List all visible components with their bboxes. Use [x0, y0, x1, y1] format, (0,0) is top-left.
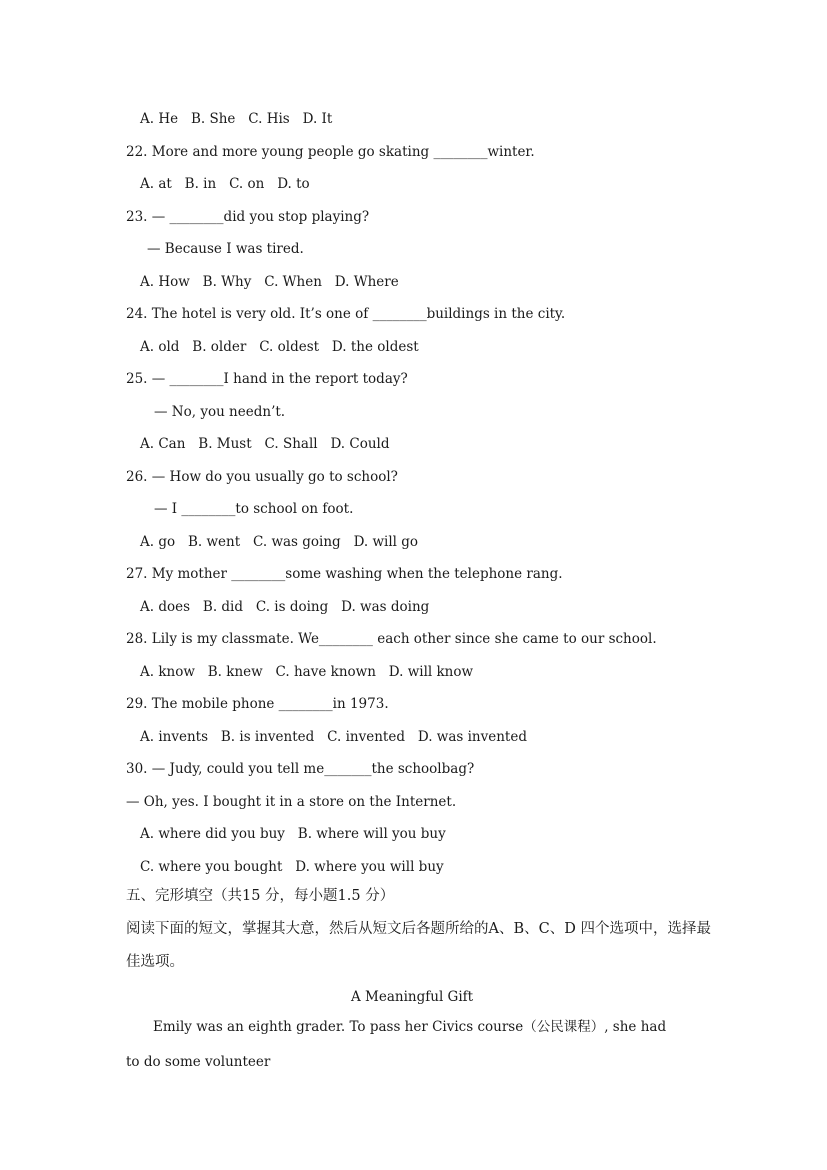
q28-stem: 28. Lily is my classmate. We________ each other since she came to our school.	[126, 631, 657, 647]
q24-options: A. old B. older C. oldest D. the oldest	[140, 339, 419, 355]
q26-reply: — I ________to school on foot.	[154, 501, 354, 517]
q29-stem: 29. The mobile phone ________in 1973.	[126, 696, 389, 712]
q30-options-row1: A. where did you buy B. where will you buy	[140, 826, 446, 842]
q26-stem: 26. — How do you usually go to school?	[126, 469, 398, 485]
q23-options: A. How B. Why C. When D. Where	[140, 274, 399, 290]
q27-options: A. does B. did C. is doing D. was doing	[140, 599, 430, 615]
q30-stem: 30. — Judy, could you tell me_______the schoolbag?	[126, 761, 475, 777]
q26-options: A. go B. went C. was going D. will go	[140, 534, 419, 550]
q30-options-row2: C. where you bought D. where you will buy	[140, 859, 444, 875]
q28-options: A. know B. knew C. have known D. will know	[140, 664, 474, 680]
q22-options: A. at B. in C. on D. to	[140, 176, 310, 192]
q27-stem: 27. My mother ________some washing when the telephone rang.	[126, 566, 563, 582]
q29-options: A. invents B. is invented C. invented D. was invented	[140, 729, 527, 745]
q25-options: A. Can B. Must C. Shall D. Could	[140, 436, 390, 452]
q21-options: A. He B. She C. His D. It	[140, 111, 333, 127]
q25-reply: — No, you needn’t.	[154, 404, 286, 420]
q22-stem: 22. More and more young people go skating ________winter.	[126, 144, 535, 160]
passage-title: A Meaningful Gift	[351, 989, 474, 1005]
section5-heading: 五、完形填空（共15 分，每小题1.5 分）	[126, 888, 395, 904]
q23-stem: 23. — ________did you stop playing?	[126, 209, 370, 225]
section5-instruction-line1: 阅读下面的短文，掌握其大意，然后从短文后各题所给的A、B、C、D 四个选项中，选择最	[126, 921, 711, 937]
q25-stem: 25. — ________I hand in the report today?	[126, 371, 408, 387]
section5-instruction-line2: 佳选项。	[126, 954, 184, 970]
passage-line-2: to do some volunteer	[126, 1054, 271, 1070]
q23-reply: — Because I was tired.	[147, 241, 304, 257]
q24-stem: 24. The hotel is very old. It’s one of ________buildings in the city.	[126, 306, 566, 322]
q30-reply: — Oh, yes. I bought it in a store on the Internet.	[126, 794, 457, 810]
passage-line-1: Emily was an eighth grader. To pass her Civics course（公民课程）, she had	[153, 1019, 667, 1035]
